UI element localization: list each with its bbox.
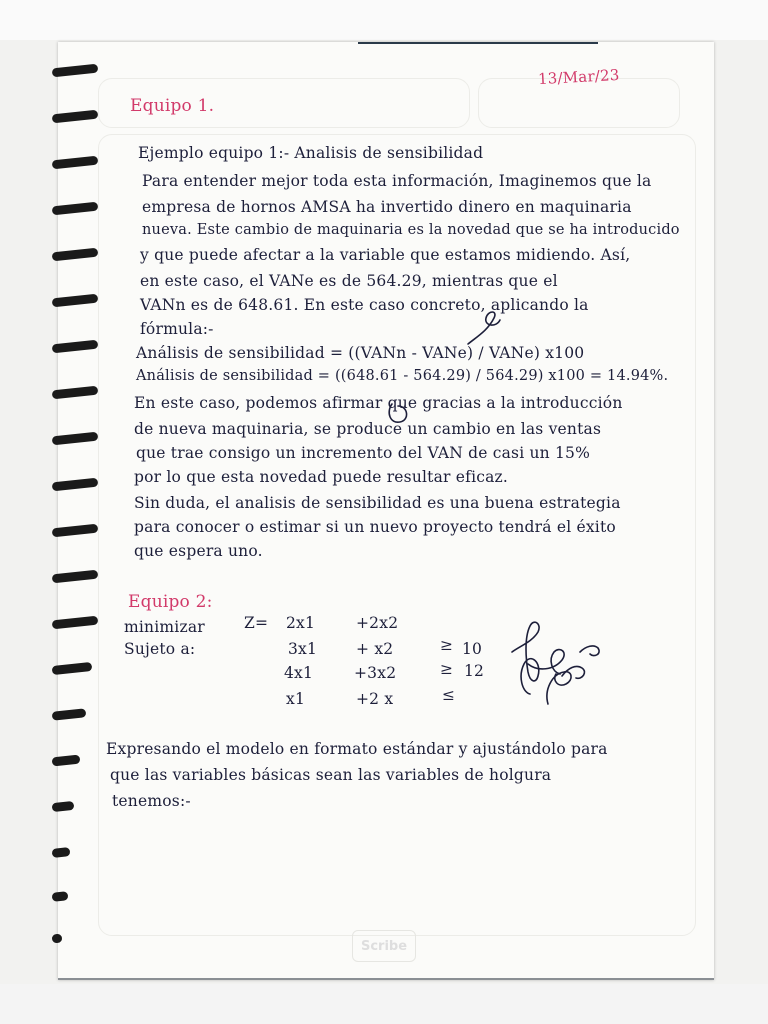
section-title-equipo-2: Equipo 2: bbox=[128, 592, 213, 612]
text-line: tenemos:- bbox=[112, 792, 191, 810]
text-line: Para entender mejor toda esta información, Imaginemos que la bbox=[142, 172, 652, 190]
text-line: para conocer o estimar si un nuevo proyecto tendrá el éxito bbox=[134, 518, 616, 536]
constraint-operator: ≥ bbox=[440, 660, 454, 678]
brand-text: Scribe bbox=[360, 938, 408, 954]
text-line: que trae consigo un incremento del VAN de casi un 15% bbox=[136, 444, 591, 462]
constraint-rhs: 12 bbox=[464, 662, 485, 680]
text-line: por lo que esta novedad puede resultar eficaz. bbox=[134, 468, 509, 486]
constraint-rhs: 10 bbox=[462, 640, 483, 658]
constraint-operator: ≤ bbox=[442, 686, 456, 704]
constraint-term: 4x1 bbox=[284, 664, 314, 682]
constraint-term: +2 x bbox=[356, 690, 394, 708]
constraint-term: x1 bbox=[286, 690, 306, 708]
text-line: nueva. Este cambio de maquinaria es la novedad que se ha introducido bbox=[142, 222, 680, 238]
text-line: de nueva maquinaria, se produce un cambio en las ventas bbox=[134, 420, 602, 438]
text-line: Sin duda, el analisis de sensibilidad es una buena estrategia bbox=[134, 494, 621, 512]
text-line: que las variables básicas sean las variables de holgura bbox=[110, 766, 552, 784]
text-line: Expresando el modelo en formato estándar y ajustándolo para bbox=[106, 740, 608, 758]
section-title-equipo-1: Equipo 1. bbox=[130, 96, 215, 116]
formula-line: Análisis de sensibilidad = ((648.61 - 564.29) / 564.29) x100 = 14.94%. bbox=[136, 368, 669, 384]
text-line: VANn es de 648.61. En este caso concreto, aplicando la bbox=[140, 296, 589, 314]
formula-line: Análisis de sensibilidad = ((VANn - VANe) / VANe) x100 bbox=[136, 344, 585, 362]
scribe-logo bbox=[352, 930, 416, 962]
constraint-term: + x2 bbox=[356, 640, 394, 658]
objective-label: minimizar bbox=[124, 618, 205, 636]
text-line: empresa de hornos AMSA ha invertido dinero en maquinaria bbox=[142, 198, 632, 216]
text-line: fórmula:- bbox=[140, 320, 214, 338]
objective-term: +2x2 bbox=[356, 614, 399, 632]
page-date: 13/Mar/23 bbox=[537, 65, 620, 89]
text-line: Ejemplo equipo 1:- Analisis de sensibilidad bbox=[138, 144, 484, 162]
subject-to-label: Sujeto a: bbox=[124, 640, 196, 658]
constraint-term: 3x1 bbox=[288, 640, 318, 658]
text-line: que espera uno. bbox=[134, 542, 263, 560]
objective-term: 2x1 bbox=[286, 614, 316, 632]
constraint-operator: ≥ bbox=[440, 636, 454, 654]
text-line: En este caso, podemos afirmar que gracias a la introducción bbox=[134, 394, 623, 412]
constraint-term: +3x2 bbox=[354, 664, 397, 682]
text-line: en este caso, el VANe es de 564.29, mientras que el bbox=[140, 272, 558, 290]
text-line: y que puede afectar a la variable que estamos midiendo. Así, bbox=[140, 246, 631, 264]
objective-variable: Z= bbox=[244, 614, 269, 632]
